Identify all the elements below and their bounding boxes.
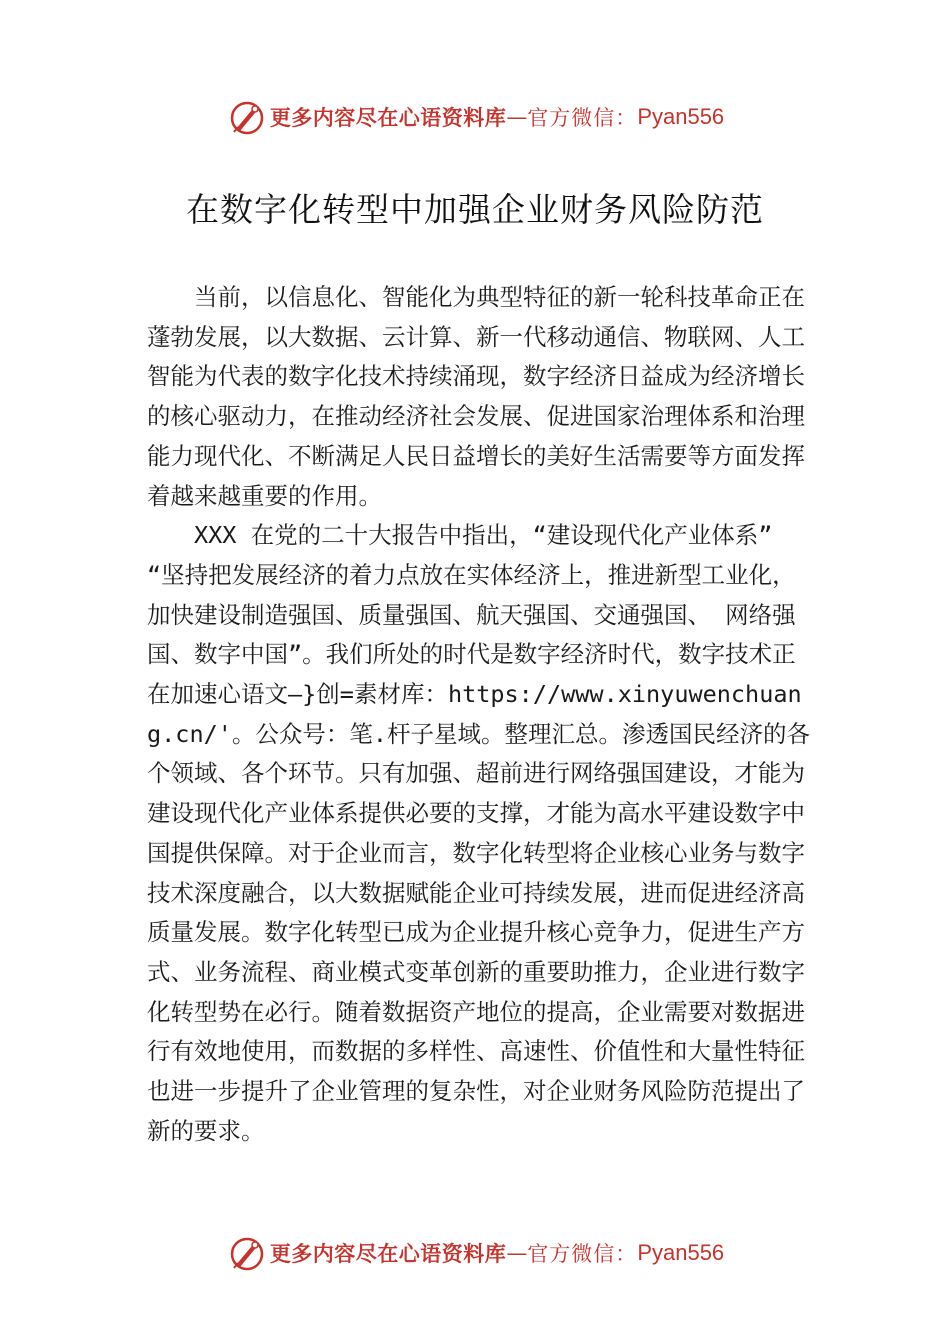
banner-brand-text: 更多内容尽在心语资料库 bbox=[269, 1241, 507, 1266]
banner-wechat-label: 官方微信： bbox=[527, 106, 638, 130]
header-watermark-banner bbox=[0, 92, 950, 142]
paragraph: 当前，以信息化、智能化为典型特征的新一轮科技革命正在蓬勃发展，以大数据、云计算、新一代移动通信、物联网、人工智能为代表的数字化技术持续涌现，数字经济日益成为经济增长的核心驱动力，在推动经济社会发展、促进国家治理体系和治理能力现代化、不断满足人民日益增长的美好生活需要等方面发挥着越来越重要的作用。 bbox=[147, 283, 805, 510]
paragraph: XXX 在党的二十大报告中指出，“建设现代化产业体系” “坚持把发展经济的着力点放在实体经济上，推进新型工业化，加快建设制造强国、质量强国、航天强国、交通强国、 网络强国、数字中国”。我们所处的时代是数字经济时代，数字技术正在加速心语文—}创=素材库：https://www.xinyuwenchuang.cn/'。公众号：笔.杆子星域。整理汇总。渗透国民经济的各个领域、各个环节。只有加强、超前进行网络强国建设，才能为建设现代化产业体系提供必要的支撑，才能为高水平建设数字中国提供保障。对于企业而言，数字化转型将企业核心业务与数字技术深度融合，以大数据赋能企业可持续发展，进而促进经济高质量发展。数字化转型已成为企业提升核心竞争力，促进生产方式、业务流程、商业模式变革创新的重要助推力，企业进行数字化转型势在必行。随着数据资产地位的提高，企业需要对数据进行有效地使用，而数据的多样性、高速性、价值性和大量性特征也进一步提升了企业管理的复杂性，对企业财务风险防范提出了新的要求。 bbox=[147, 521, 811, 1145]
banner-wechat-id: Pyan556 bbox=[637, 1240, 725, 1265]
footer-watermark-banner bbox=[0, 1228, 950, 1278]
banner-wechat-id: Pyan556 bbox=[637, 104, 725, 129]
quill-pen-logo-icon bbox=[226, 97, 266, 137]
quill-pen-logo-icon bbox=[226, 1233, 266, 1273]
banner-brand-text: 更多内容尽在心语资料库 bbox=[269, 105, 507, 130]
document-body bbox=[147, 278, 815, 1151]
banner-wechat-label: 官方微信： bbox=[527, 1242, 638, 1266]
banner-separator: — bbox=[506, 105, 528, 129]
banner-separator: — bbox=[506, 1241, 528, 1265]
document-title: 在数字化转型中加强企业财务风险防范 bbox=[186, 190, 764, 229]
